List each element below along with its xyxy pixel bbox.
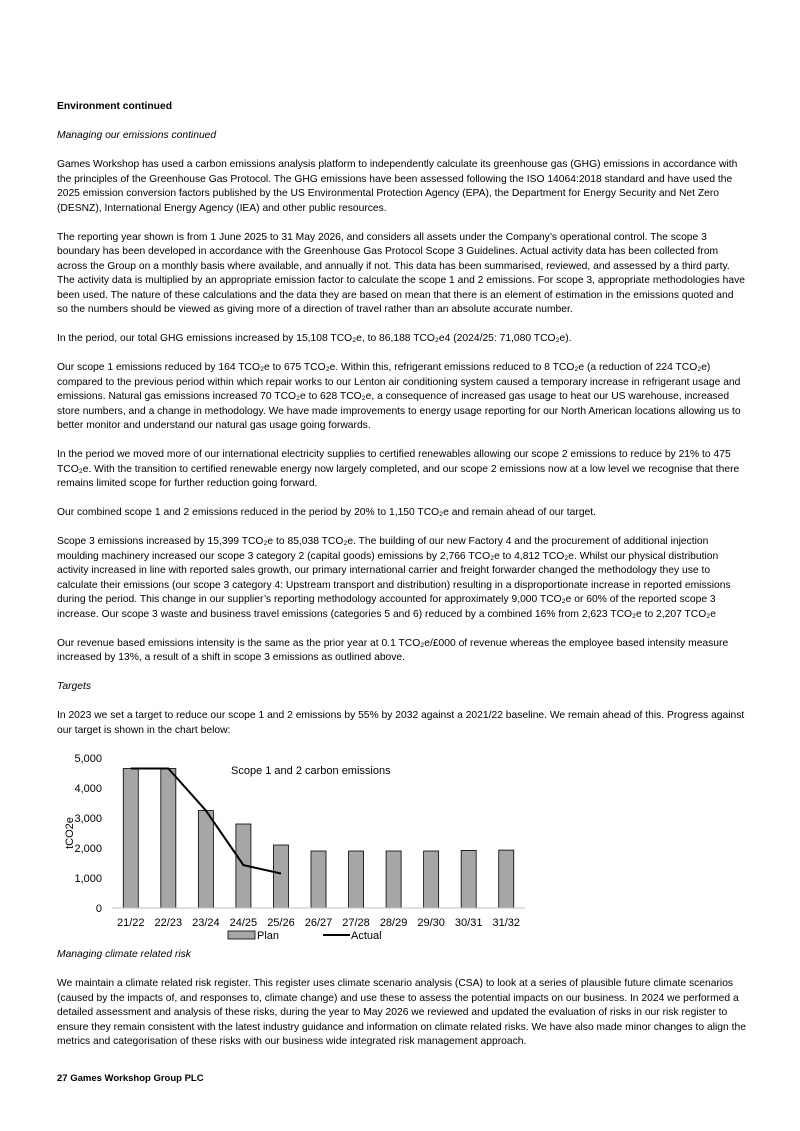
x-tick-label: 31/32 xyxy=(492,917,520,929)
risk-subheading: Managing climate related risk xyxy=(57,949,191,960)
legend-label-plan: Plan xyxy=(257,930,280,942)
bar-plan xyxy=(161,769,176,909)
paragraph-scope3: Scope 3 emissions increased by 15,399 TCO₂e to 85,038 TCO₂e. The building of our new Factory 4 and the procurement of additional injection moulding machinery increased our scope 3 category 2 (capital goods) emissions by 2,766 TCO₂e to 4,812 TCO₂e. Whilst our physical distribution activity increased in line with reported sales growth, our primary international carrier and freight forwarder changed the methodology they use to calculate their emissions (our scope 3 category 4: Upstream transport and distribution) resulting in a disproportionate increase in reported emissions during the period. This change in our supplier’s reporting methodology accounted for approximately 9,000 TCO₂e or 60% of the reported scope 3 increase. Our scope 3 waste and business travel emissions (categories 5 and 6) reduced by a combined 16% from 2,623 TCO₂e to 2,207 TCO₂e xyxy=(57,536,731,620)
bar-plan xyxy=(386,851,401,908)
bar-plan xyxy=(424,851,439,908)
y-tick-label: 5,000 xyxy=(74,753,102,765)
x-tick-label: 29/30 xyxy=(417,917,445,929)
paragraph-total-ghg: In the period, our total GHG emissions increased by 15,108 TCO₂e, to 86,188 TCO₂e4 (2024/25: 71,080 TCO₂e). xyxy=(57,333,572,344)
emissions-subheading: Managing our emissions continued xyxy=(57,130,217,141)
document-page xyxy=(57,100,747,1050)
emissions-chart xyxy=(57,744,557,944)
paragraph-methodology: Games Workshop has used a carbon emissions analysis platform to independently calculate its greenhouse gas (GHG) emissions in accordance with the principles of the Greenhouse Gas Protocol. The GHG emissions have been assessed following the ISO 14064:2018 standard and have used the 2025 emission conversion factors published by the US Environmental Protection Agency (EPA), the Department for Energy Security and Net Zero (DESNZ), International Energy Agency (IEA) and other public resources. xyxy=(57,159,738,214)
bar-plan xyxy=(311,851,326,908)
paragraph-scope2: In the period we moved more of our international electricity supplies to certified renewables allowing our scope 2 emissions to reduce by 21% to 475 TCO₂e. With the transition to certified renewable energy now largely completed, and our scope 2 emissions now at a low level we recognise that there remains limited scope for further reduction going forward. xyxy=(57,449,740,489)
legend-label-actual: Actual xyxy=(351,930,382,942)
y-tick-label: 1,000 xyxy=(74,873,102,885)
paragraph-intensity: Our revenue based emissions intensity is the same as the prior year at 0.1 TCO₂e/£000 of revenue whereas the employee based intensity measure increased by 13%, a result of a shift in scope 3 emissions as outlined above. xyxy=(57,637,729,663)
legend-swatch-plan xyxy=(228,931,255,939)
bar-plan xyxy=(123,769,138,909)
y-tick-label: 3,000 xyxy=(74,813,102,825)
paragraph-scope1: Our scope 1 emissions reduced by 164 TCO₂e to 675 TCO₂e. Within this, refrigerant emissions reduced to 8 TCO₂e (a reduction of 224 TCO₂e) compared to the previous period within which repair works to our Lenton air conditioning system caused a temporary increase in refrigerant usage and emissions. Natural gas emissions increased 70 TCO₂e to 628 TCO₂e, a consequence of increased gas usage to heat our US warehouse, increased store numbers, and a change in methodology. We have made improvements to energy usage reporting for our North American locations allowing us to better monitor and understand our natural gas usage going forwards. xyxy=(57,362,741,431)
targets-text: In 2023 we set a target to reduce our scope 1 and 2 emissions by 55% by 2032 against a 2021/22 baseline. We remain ahead of this. Progress against our target is shown in the chart below: xyxy=(57,710,745,736)
targets-subheading: Targets xyxy=(57,681,91,692)
y-tick-label: 4,000 xyxy=(74,783,102,795)
bar-plan xyxy=(198,811,213,909)
bar-plan xyxy=(499,850,514,908)
x-tick-label: 27/28 xyxy=(342,917,370,929)
x-tick-label: 23/24 xyxy=(192,917,220,929)
bar-plan xyxy=(349,851,364,908)
paragraph-reporting-year: The reporting year shown is from 1 June 2025 to 31 May 2026, and considers all assets under the Company’s operational control. The scope 3 boundary has been developed in accordance with the Greenhouse Gas Protocol Scope 3 Guidelines. Actual activity data has been collected from across the Group on a monthly basis where available, and annually if not. This data has been summarised, reviewed, and assessed by a third party. The activity data is multiplied by an appropriate emission factor to calculate the scope 1 and 2 emissions. For scope 3, appropriate methodologies have been used. The nature of these calculations and the data they are based on mean that there is an element of estimation in the emissions quoted and so the numbers should be viewed as giving more of a direction of travel rather than an absolute accurate number. xyxy=(57,231,745,315)
y-axis-label: tCO2e xyxy=(64,817,76,849)
x-tick-label: 22/23 xyxy=(154,917,183,929)
x-tick-label: 24/25 xyxy=(229,917,258,929)
x-tick-label: 30/31 xyxy=(454,917,483,929)
chart-title: Scope 1 and 2 carbon emissions xyxy=(231,765,391,777)
x-tick-label: 26/27 xyxy=(304,917,333,929)
paragraph-combined: Our combined scope 1 and 2 emissions reduced in the period by 20% to 1,150 TCO₂e and remain ahead of our target. xyxy=(57,507,596,518)
y-tick-label: 2,000 xyxy=(74,843,102,855)
risk-text: We maintain a climate related risk register. This register uses climate scenario analysis (CSA) to look at a series of plausible future climate scenarios (caused by the impacts of, and responses to, climate change) and use these to assess the potential impacts on our business. In 2024 we performed a detailed assessment and analysis of these risks, during the year to May 2026 we reviewed and updated the evaluation of risks in our risk register to ensure they remain consistent with the latest industry guidance and information on climate related risks. We have also made minor changes to align the metrics and categorisation of these risks with our business wide integrated risk management approach. xyxy=(57,978,746,1047)
x-tick-label: 25/26 xyxy=(267,917,295,929)
emissions-chart-svg xyxy=(57,744,557,944)
x-tick-label: 28/29 xyxy=(379,917,408,929)
bar-plan xyxy=(273,845,288,908)
section-heading: Environment continued xyxy=(57,101,172,112)
y-tick-label: 0 xyxy=(95,903,102,915)
bar-plan xyxy=(461,850,476,908)
x-tick-label: 21/22 xyxy=(117,917,145,929)
page-footer: 27 Games Workshop Group PLC xyxy=(57,1073,204,1084)
